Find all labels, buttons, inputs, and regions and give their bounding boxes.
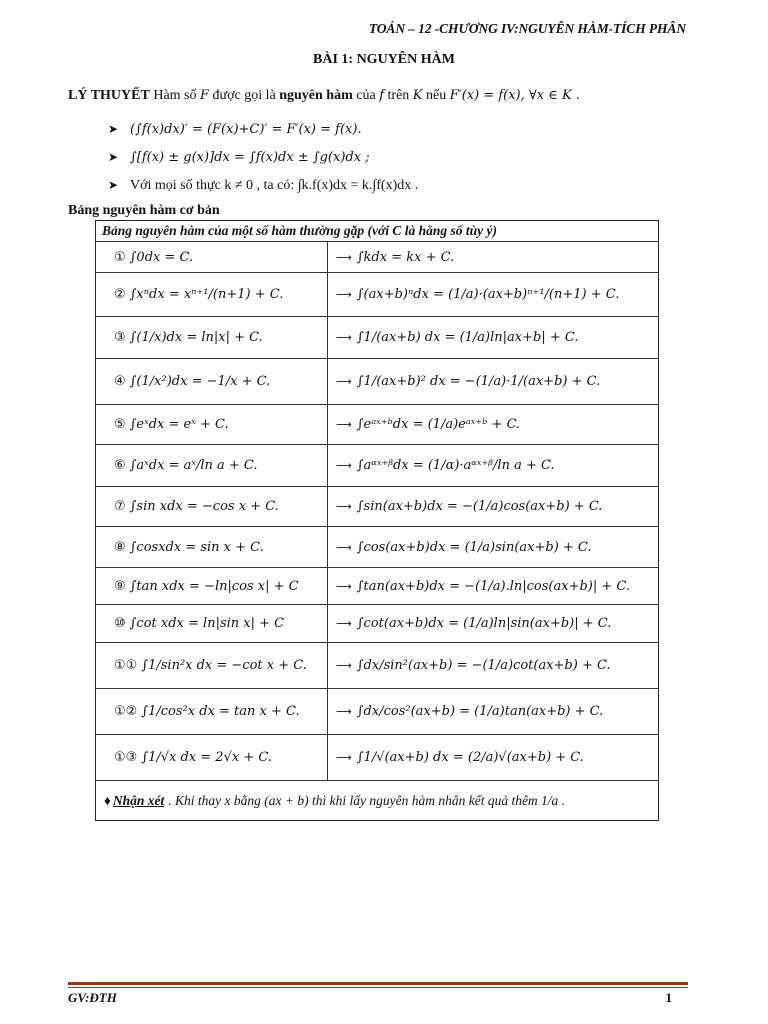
row-number: ⑨ <box>114 578 126 594</box>
formula-left: ∫sin xdx = −cos x + C. <box>129 499 279 514</box>
header-title: TOÁN – 12 -CHƯƠNG IV:NGUYÊN HÀM-TÍCH PHÂN <box>368 21 686 36</box>
formula-right: ∫aᵅˣ⁺ᵝdx = (1/α)·aᵅˣ⁺ᵝ/ln a + C. <box>356 458 555 473</box>
formula-left: ∫1/sin²x dx = −cot x + C. <box>141 658 307 673</box>
formula-left: ∫tan xdx = −ln|cos x| + C <box>129 578 299 594</box>
formula-table <box>95 220 659 821</box>
long-arrow-icon: ⟶ <box>336 500 351 513</box>
formula-right: ∫1/√(ax+b) dx = (2/a)√(ax+b) + C. <box>356 750 584 765</box>
long-arrow-icon: ⟶ <box>336 418 351 431</box>
long-arrow-icon: ⟶ <box>336 751 351 764</box>
table-row <box>96 405 658 445</box>
bullet-text: ∫[f(x) ± g(x)]dx = ∫f(x)dx ± ∫g(x)dx ; <box>130 150 370 165</box>
arrow-bullet-icon: ➤ <box>108 150 119 164</box>
page-number: 1 <box>665 990 672 1005</box>
bullet-item <box>108 150 370 166</box>
long-arrow-icon: ⟶ <box>336 540 351 554</box>
table-row <box>96 242 658 273</box>
remark-text: . Khi thay x bằng (ax + b) thì khi lấy nguyên hàm nhân kết quả thêm 1/a . <box>168 793 566 808</box>
footer-rule <box>68 982 688 985</box>
formula-right: ∫kdx = kx + C. <box>356 249 455 265</box>
row-number: ④ <box>114 374 126 389</box>
formula-left: ∫xⁿdx = xⁿ⁺¹/(n+1) + C. <box>129 287 284 302</box>
formula-right: ∫dx/cos²(ax+b) = (1/a)tan(ax+b) + C. <box>356 704 604 719</box>
formula-left: ∫(1/x²)dx = −1/x + C. <box>129 374 271 389</box>
table-row <box>96 605 658 643</box>
formula-left: ∫aˣdx = aˣ/ln a + C. <box>129 458 258 473</box>
table-row <box>96 273 658 317</box>
formula-right: ∫sin(ax+b)dx = −(1/a)cos(ax+b) + C. <box>356 499 603 514</box>
table-row <box>96 568 658 605</box>
theory-text-4: trên <box>384 88 413 103</box>
long-arrow-icon: ⟶ <box>336 659 351 672</box>
table-row <box>96 317 658 359</box>
long-arrow-icon: ⟶ <box>336 459 351 472</box>
formula-right: ∫cos(ax+b)dx = (1/a)sin(ax+b) + C. <box>356 539 592 555</box>
bullet-item <box>108 178 418 194</box>
long-arrow-icon: ⟶ <box>336 331 351 344</box>
row-number: ①① <box>114 658 138 673</box>
row-number: ② <box>114 287 126 302</box>
table-row <box>96 643 658 689</box>
theory-condition: F′(x) = f(x), ∀x ∈ K . <box>449 88 580 103</box>
formula-right: ∫cot(ax+b)dx = (1/a)ln|sin(ax+b)| + C. <box>356 616 612 631</box>
formula-left: ∫(1/x)dx = ln|x| + C. <box>129 330 263 345</box>
formula-right: ∫dx/sin²(ax+b) = −(1/a)cot(ax+b) + C. <box>356 658 611 673</box>
row-number: ⑧ <box>114 539 126 555</box>
formula-left: ∫eˣdx = eˣ + C. <box>129 417 229 432</box>
table-row <box>96 735 658 781</box>
table-row <box>96 445 658 487</box>
theory-text-5: nếu <box>422 88 450 103</box>
formula-right: ∫1/(ax+b) dx = (1/a)ln|ax+b| + C. <box>356 330 579 345</box>
formula-left: ∫1/√x dx = 2√x + C. <box>141 750 272 765</box>
theory-term: nguyên hàm <box>279 88 353 103</box>
lesson-title: BÀI 1: NGUYÊN HÀM <box>313 52 455 67</box>
row-number: ①③ <box>114 750 138 765</box>
long-arrow-icon: ⟶ <box>336 617 351 630</box>
table-caption: Bảng nguyên hàm cơ bản <box>68 203 220 218</box>
footer-rule-thin <box>68 987 688 988</box>
row-number: ③ <box>114 330 126 345</box>
formula-left: ∫cot xdx = ln|sin x| + C <box>129 616 285 631</box>
table-row <box>96 359 658 405</box>
row-number: ① <box>114 249 126 265</box>
bullet-text: Với mọi số thực k ≠ 0 , ta có: ∫k.f(x)dx = k.∫f(x)dx . <box>130 178 419 193</box>
theory-label: LÝ THUYẾT <box>68 88 150 103</box>
theory-paragraph <box>68 88 708 104</box>
table-row <box>96 487 658 527</box>
formula-right: ∫tan(ax+b)dx = −(1/a).ln|cos(ax+b)| + C. <box>356 578 631 594</box>
arrow-bullet-icon: ➤ <box>108 178 119 192</box>
remark <box>96 781 658 821</box>
formula-left: ∫0dx = C. <box>129 249 194 265</box>
table-row <box>96 689 658 735</box>
row-number: ①② <box>114 704 138 719</box>
theory-var-f: f <box>379 88 385 103</box>
theory-text-1: Hàm số <box>149 88 200 103</box>
formula-left: ∫1/cos²x dx = tan x + C. <box>141 704 300 719</box>
table-header: Bảng nguyên hàm của một số hàm thường gặp (với C là hằng số tùy ý) <box>96 221 658 242</box>
theory-var-K: K <box>412 88 423 103</box>
arrow-bullet-icon: ➤ <box>108 122 119 136</box>
theory-text-3: của <box>352 88 380 103</box>
formula-right: ∫1/(ax+b)² dx = −(1/a)·1/(ax+b) + C. <box>356 374 601 389</box>
row-number: ⑦ <box>114 499 126 514</box>
long-arrow-icon: ⟶ <box>336 579 351 593</box>
row-number: ⑩ <box>114 616 126 631</box>
long-arrow-icon: ⟶ <box>336 250 351 264</box>
long-arrow-icon: ⟶ <box>336 375 351 388</box>
formula-right: ∫eᵃˣ⁺ᵇdx = (1/a)eᵃˣ⁺ᵇ + C. <box>356 417 521 432</box>
row-number: ⑥ <box>114 458 126 473</box>
bullet-item <box>108 122 362 138</box>
diamond-bullet-icon: ♦ <box>104 793 111 808</box>
table-row <box>96 527 658 568</box>
row-number: ⑤ <box>114 417 126 432</box>
bullet-text: (∫f(x)dx)′ = (F(x)+C)′ = F′(x) = f(x). <box>130 122 362 137</box>
long-arrow-icon: ⟶ <box>336 288 351 301</box>
formula-left: ∫cosxdx = sin x + C. <box>129 539 264 555</box>
footer-author: GV:ĐTH <box>68 990 117 1005</box>
remark-label: Nhận xét <box>112 793 165 808</box>
theory-text-2: được gọi là <box>209 88 280 103</box>
theory-var-F: F <box>200 88 210 103</box>
long-arrow-icon: ⟶ <box>336 705 351 718</box>
formula-right: ∫(ax+b)ⁿdx = (1/a)·(ax+b)ⁿ⁺¹/(n+1) + C. <box>356 287 620 302</box>
